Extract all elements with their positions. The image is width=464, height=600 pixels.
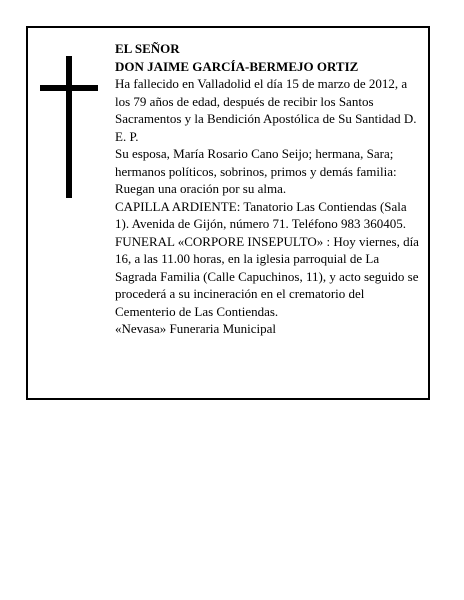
cross-vertical-bar [66,56,72,198]
title-line-1: EL SEÑOR [115,41,180,56]
prayer-request: Ruegan una oración por su alma. [115,181,287,196]
cross-horizontal-bar [40,85,98,91]
obituary-text [115,40,421,338]
funeral-home: «Nevasa» Funeraria Municipal [115,321,277,336]
deceased-name: DON JAIME GARCÍA-BERMEJO ORTIZ [115,58,359,74]
latin-cross-icon [40,56,98,198]
obituary-notice [26,26,430,400]
funeral-info: FUNERAL «CORPORE INSEPULTO» : Hoy viernes, día 16, a las 11.00 horas, en la iglesia parroquial de La Sagrada Familia (Calle Capuchinos, 11), y acto seguido se procederá a su incineración en el crematorio del Cementerio de Las Contiendas. [115,233,419,319]
family-mourners: Su esposa, María Rosario Cano Seijo; hermana, Sara; hermanos políticos, sobrinos, primos y demás familia: [115,146,397,179]
chapel-info: CAPILLA ARDIENTE: Tanatorio Las Contiendas (Sala 1). Avenida de Gijón, número 71. Teléfono 983 360405. [115,198,407,231]
death-announcement: Ha fallecido en Valladolid el día 15 de marzo de 2012, a los 79 años de edad, después de recibir los Santos Sacramentos y la Bendición Apostólica de Su Santidad D. E. P. [115,76,417,144]
